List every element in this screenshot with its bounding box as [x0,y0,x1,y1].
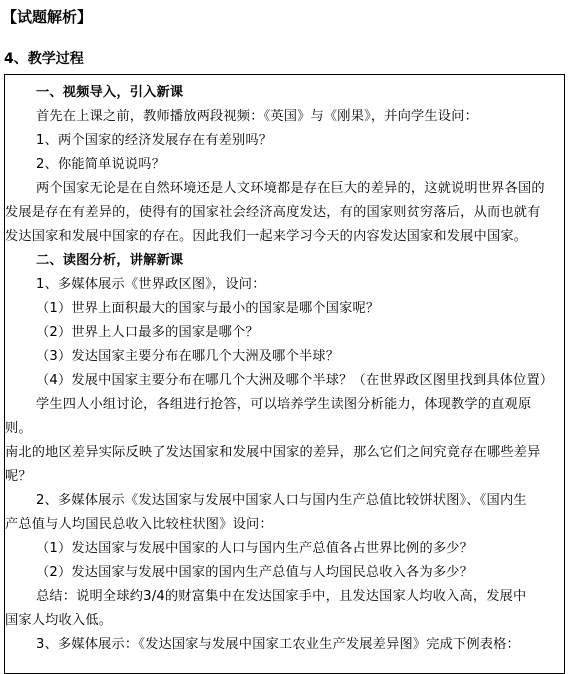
paragraph-line: 则。 [5,421,32,436]
sub-question: （1）发达国家与发展中国家的人口与国内生产总值各占世界比例的多少？ [36,541,473,556]
paragraph-line: 发达国家和发展中国家的存在。因此我们一起来学习今天的内容发达国家和发展中国家。 [5,229,528,244]
paragraph-line: 南北的地区差异实际反映了发达国家和发展中国家的差异，那么它们之间究竟存在哪些差异 [5,445,541,460]
paragraph-line: 呢？ [5,469,32,484]
section-title: 4、教学过程 [4,51,84,67]
question-2: 2、你能简单说说吗？ [36,157,166,172]
paragraph-line: 两个国家无论是在自然环境还是人文环境都是存在巨大的差异的，这就说明世界各国的 [36,181,545,196]
question-1: 1、两个国家的经济发展存在有差别吗？ [36,133,273,148]
summary-text: 总结：说明全球约3/4的财富集中在发达国家手中，且发达国家人均收入高，发展中 [36,589,527,604]
media-prompt-1: 1、多媒体展示《世界政区图》，设问： [36,277,266,292]
part-one-heading: 一、视频导入，引入新课 [36,85,184,100]
paragraph-line: 产总值与人均国民总收入比较柱状图》设问： [5,517,273,532]
summary-text: 国家人均收入低。 [5,613,113,628]
sub-question: （2）世界上人口最多的国家是哪个？ [36,325,259,340]
analysis-heading: 【试题解析】 [2,8,93,26]
paragraph-line: 发展是存在有差异的，使得有的国家社会经济高度发达，有的国家则贫穷落后，从而也就有 [5,205,541,220]
content-box [4,74,565,674]
paragraph-line: 学生四人小组讨论，各组进行抢答，可以培养学生读图分析能力，体现教学的直观原 [36,397,532,412]
sub-question: （1）世界上面积最大的国家与最小的国家是哪个国家呢？ [36,301,380,316]
sub-question: （2）发达国家与发展中国家的国内生产总值与人均国民总收入各为多少？ [36,565,473,580]
intro-text: 首先在上课之前，教师播放两段视频：《英国》与《刚果》，并向学生设问： [36,109,478,124]
part-two-heading: 二、读图分析，讲解新课 [36,253,184,268]
media-prompt-3: 3、多媒体展示：《发达国家与发展中国家工农业生产发展差异图》完成下例表格： [36,637,520,652]
sub-question: （4）发展中国家主要分布在哪几个大洲及哪个半球？（在世界政区图里找到具体位置） [36,373,554,388]
sub-question: （3）发达国家主要分布在哪几个大洲及哪个半球？ [36,349,340,364]
media-prompt-2: 2、多媒体展示《发达国家与发展中国家人口与国内生产总值比较饼状图》、《国内生 [36,493,527,508]
